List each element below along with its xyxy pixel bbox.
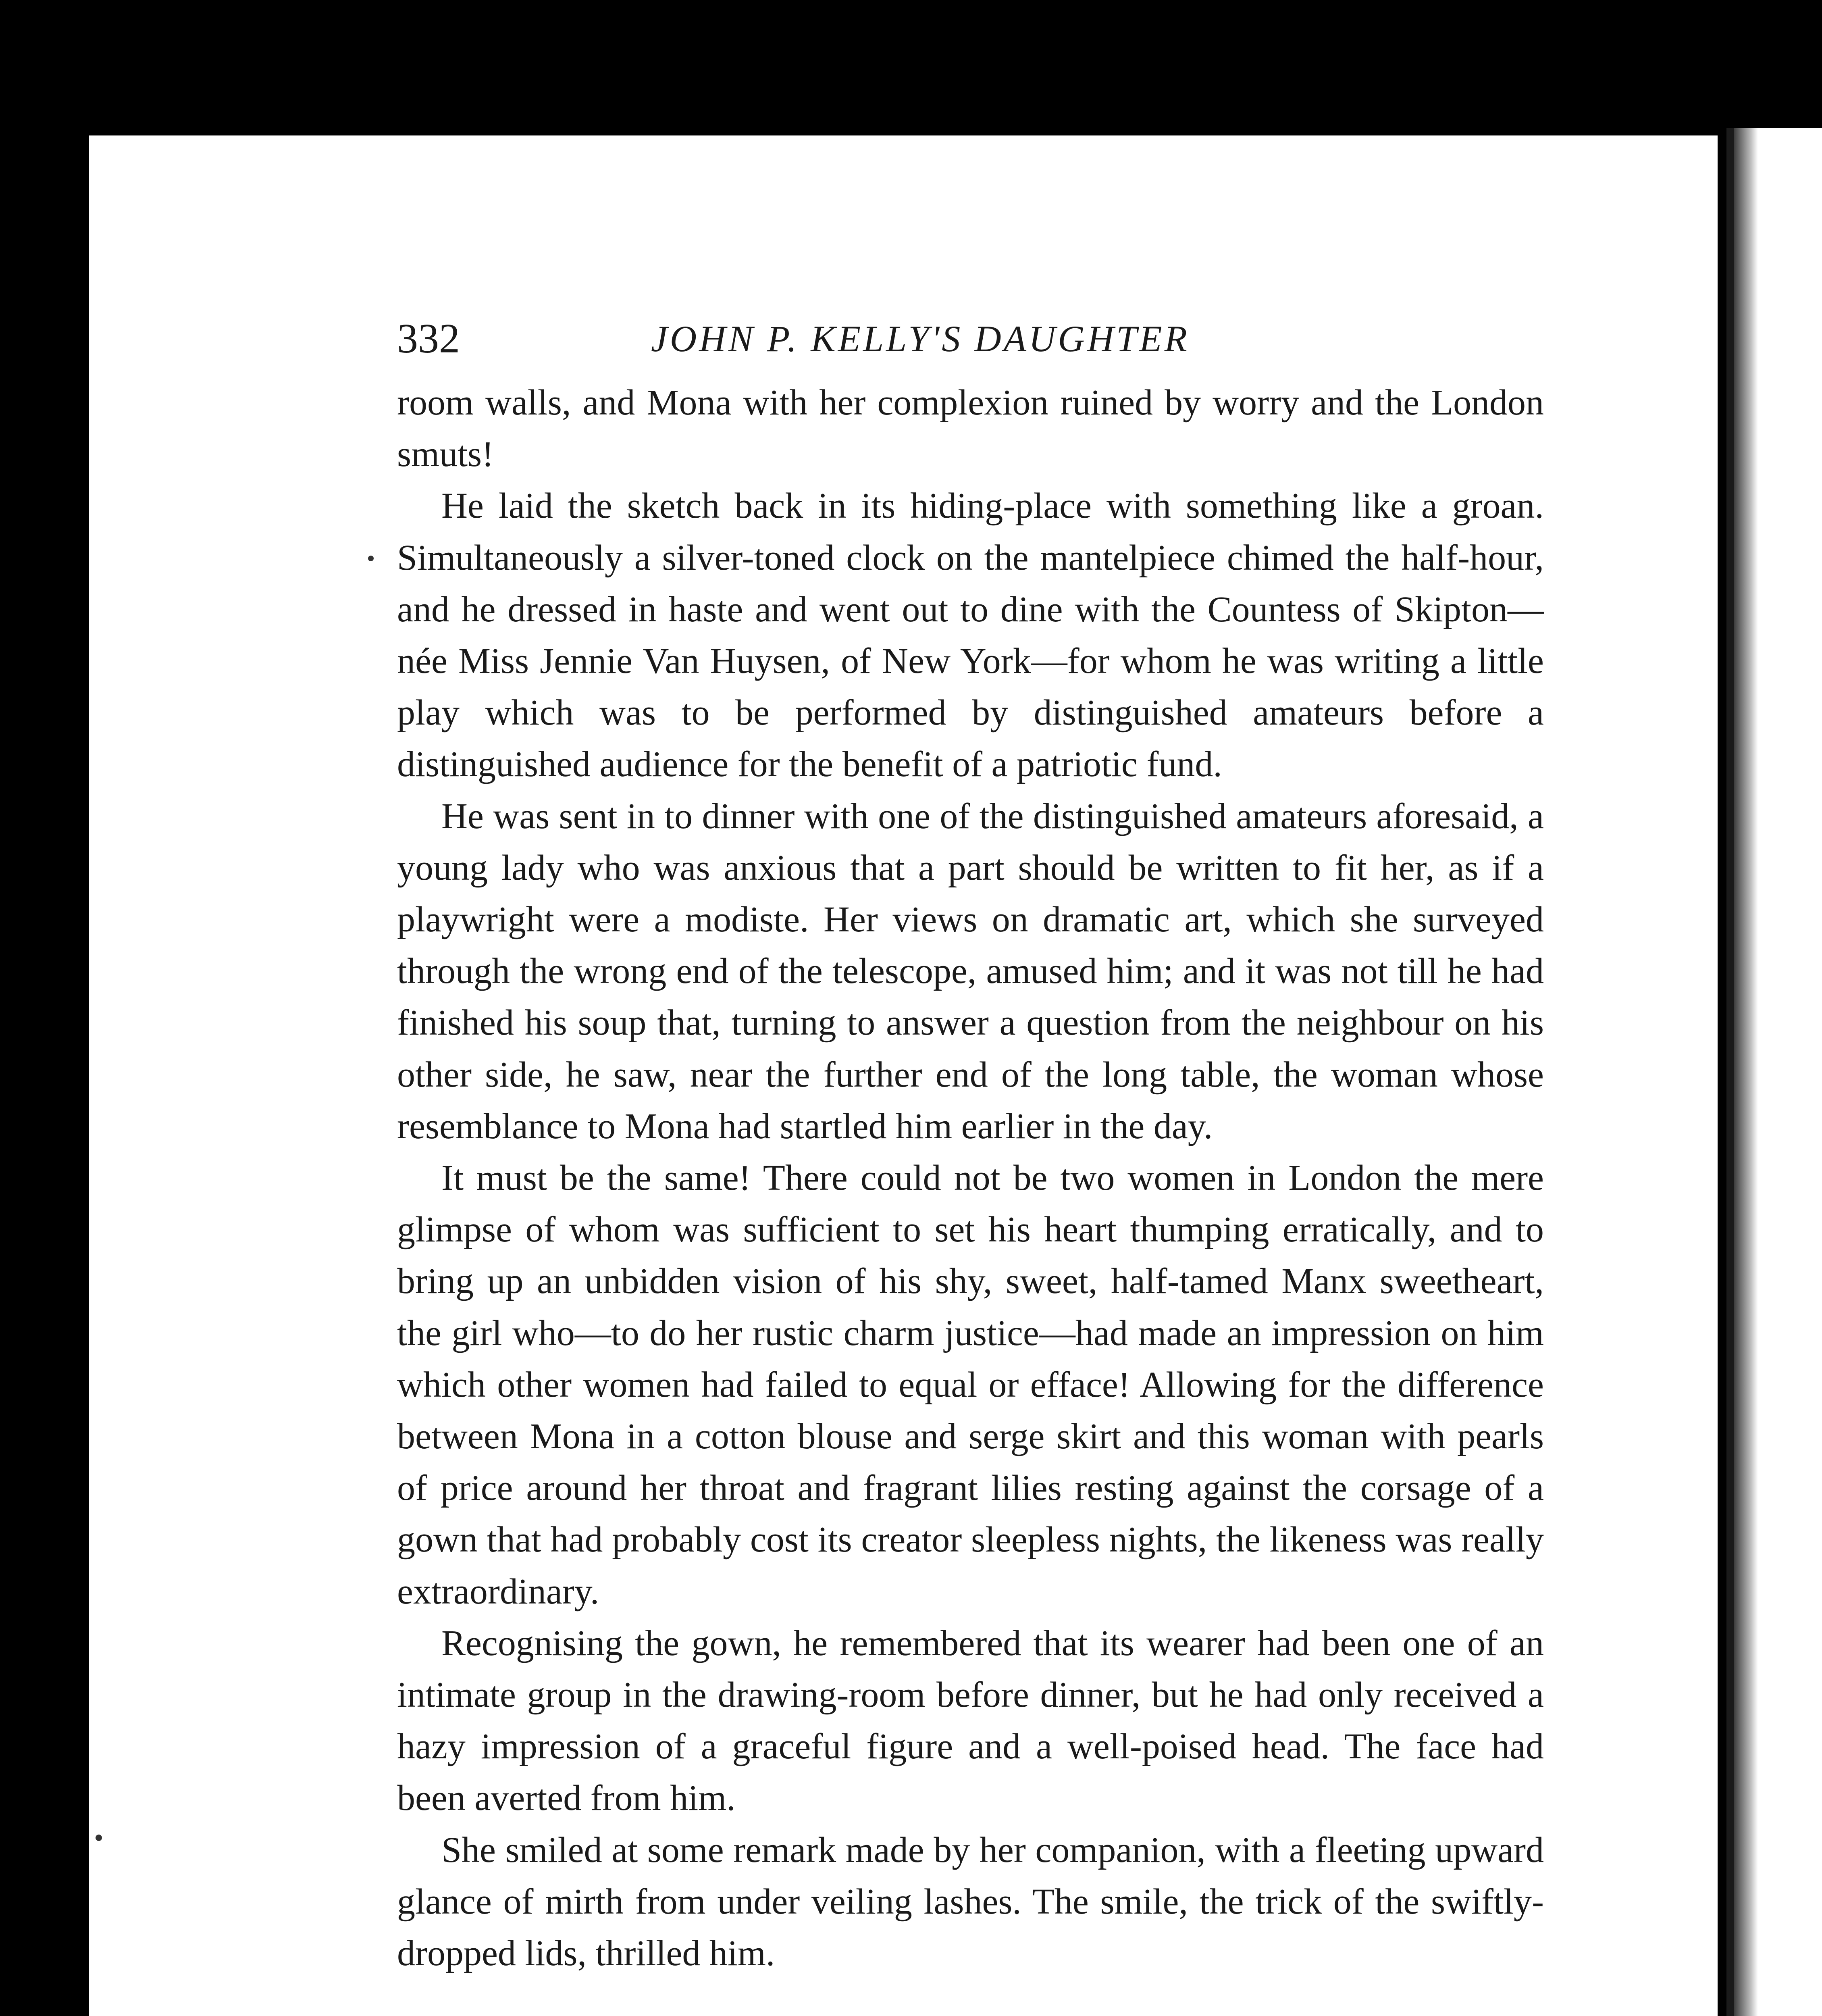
page-number: 332: [397, 315, 460, 362]
paragraph-3: He was sent in to dinner with one of the distinguished amateurs aforesaid, a young lady who was anxious that a part should be written to fit her, as if a playwright were a modiste. Her views on dramatic art, which she surveyed through the wrong end of the telescope, amused him; and it was not till he had finished his soup that, turning to answer a question from the neighbour on his other side, he saw, near the further end of the long table, the woman whose resemblance to Mona had startled him earlier in the day.: [397, 796, 1544, 1146]
paragraph-5: Recognising the gown, he remembered that its wearer had been one of an intimate group in the drawing-room before dinner, but he had only received a hazy impression of a graceful figure and a well-poised head. The face had been averted from him.: [397, 1623, 1544, 1818]
print-speck: [368, 556, 374, 561]
binding-shadow: [1734, 128, 1758, 2016]
print-speck: [96, 1835, 102, 1841]
paragraph-4: It must be the same! There could not be two women in London the mere glimpse of whom was sufficient to set his heart thumping erratically, and to bring up an unbidden vision of his shy, sweet, half-tamed Manx sweetheart, the girl who—to do her rustic charm justice—had made an impression on him which other women had failed to equal or efface! Allowing for the difference between Mona in a cotton blouse and serge skirt and this woman with pearls of price around her throat and fragrant lilies resting against the corsage of a gown that had probably cost its creator sleepless nights, the likeness was really extraordinary.: [397, 1158, 1544, 1612]
body-text: [397, 377, 1544, 1979]
running-title: JOHN P. KELLY'S DAUGHTER: [651, 318, 1190, 359]
paragraph-6: She smiled at some remark made by her companion, with a fleeting upward glance of mirth from under veiling lashes. The smile, the trick of the swiftly-dropped lids, thrilled him.: [397, 1830, 1544, 1974]
paragraph-1: room walls, and Mona with her complexion ruined by worry and the London smuts!: [397, 383, 1544, 475]
paragraph-2: He laid the sketch back in its hiding-place with something like a groan. Simultaneously a silver-toned clock on the mantelpiece chimed the half-hour, and he dressed in haste and went out to dine with the Countess of Skipton—née Miss Jennie Van Huysen, of New York—for whom he was writing a little play which was to be performed by distinguished amateurs before a distinguished audience for the benefit of a patriotic fund.: [397, 486, 1544, 785]
page-header: [397, 310, 1542, 367]
